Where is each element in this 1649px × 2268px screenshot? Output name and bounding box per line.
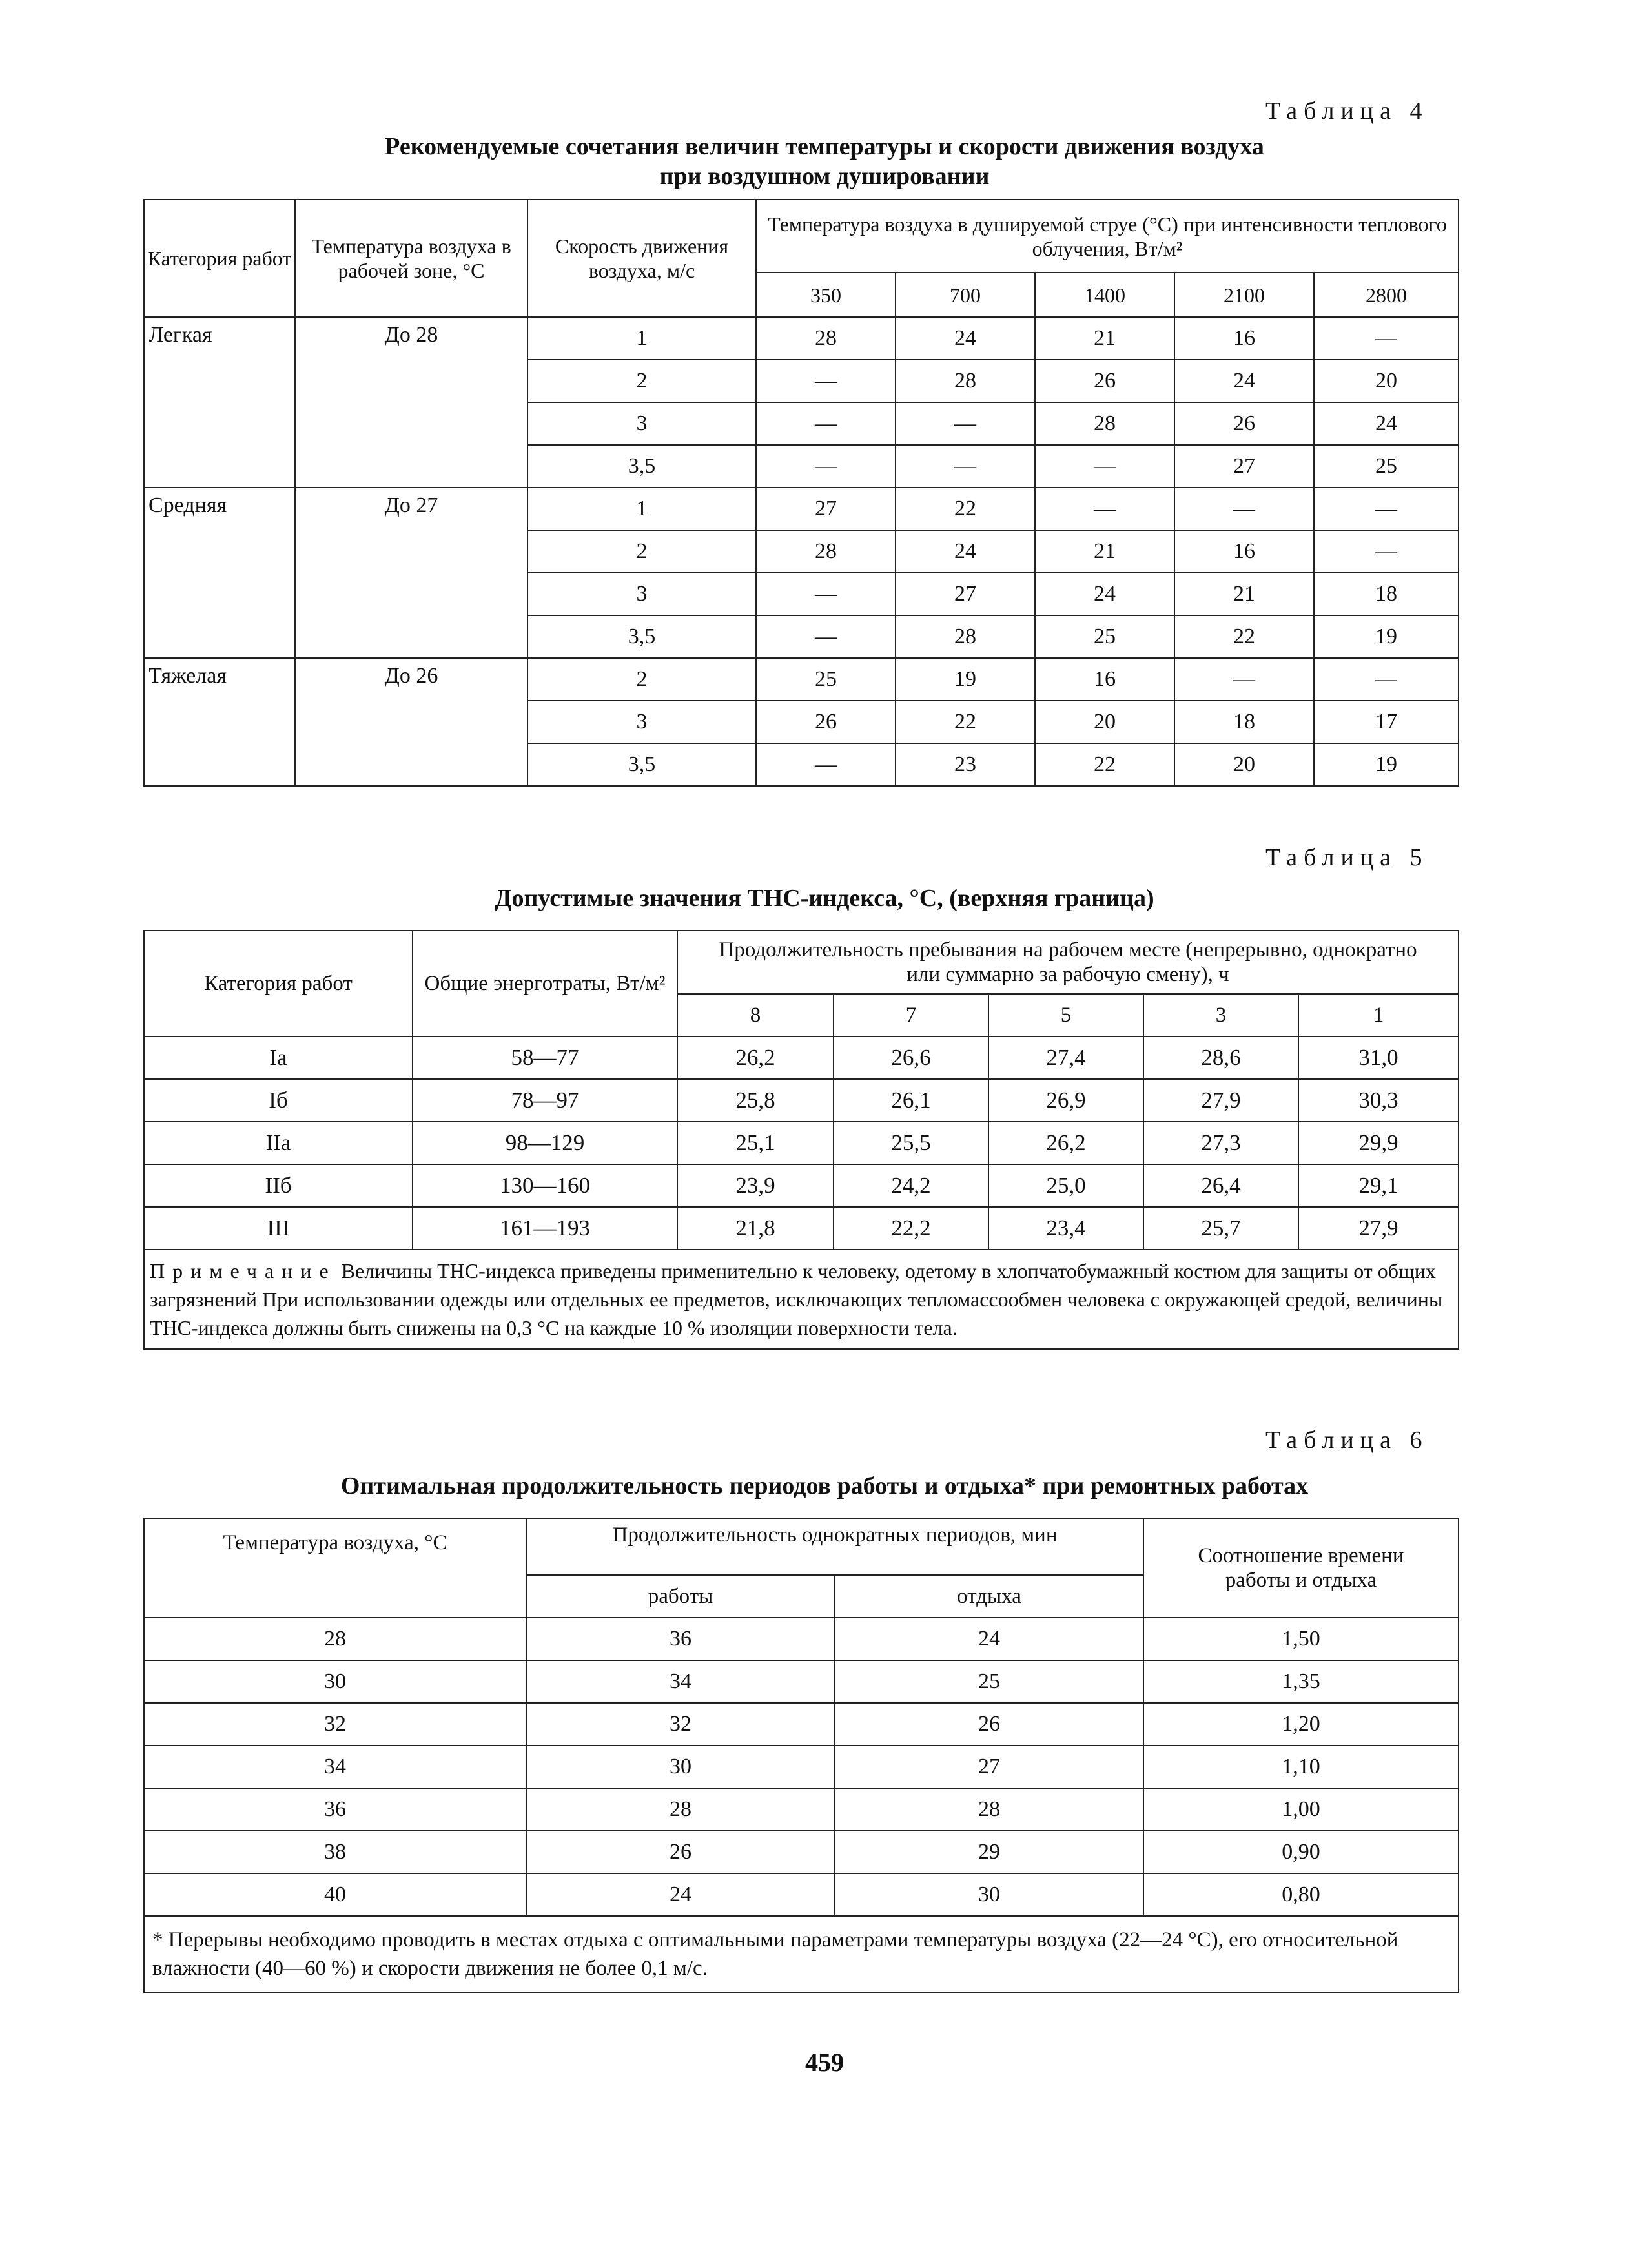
table6 bbox=[143, 1518, 1459, 1993]
t4-value: 22 bbox=[896, 488, 1035, 530]
table-row bbox=[144, 1703, 1459, 1746]
t4-speed: 3,5 bbox=[527, 743, 756, 786]
table-row bbox=[144, 1618, 1459, 1660]
t6-ratio: 1,20 bbox=[1143, 1703, 1459, 1746]
t6-work: 36 bbox=[526, 1618, 835, 1660]
t4-category: Средняя bbox=[144, 488, 295, 658]
t5-value: 25,1 bbox=[677, 1122, 834, 1164]
t4-header-speed: Скорость движения воздуха, м/с bbox=[527, 200, 756, 317]
t5-value: 30,3 bbox=[1298, 1079, 1459, 1122]
t6-rest: 28 bbox=[835, 1788, 1143, 1831]
t6-ratio: 0,90 bbox=[1143, 1831, 1459, 1873]
t5-value: 26,2 bbox=[988, 1122, 1143, 1164]
t5-value: 27,9 bbox=[1298, 1207, 1459, 1250]
table-row bbox=[144, 1079, 1459, 1122]
t4-value: 24 bbox=[1035, 573, 1174, 615]
t4-header-air-temp: Температура воздуха в рабочей зоне, °С bbox=[295, 200, 527, 317]
table-row bbox=[144, 1036, 1459, 1079]
t6-rest: 24 bbox=[835, 1618, 1143, 1660]
t4-value: — bbox=[1314, 488, 1459, 530]
t5-energy: 78—97 bbox=[413, 1079, 677, 1122]
t4-value: — bbox=[1314, 530, 1459, 573]
t4-value: 28 bbox=[756, 530, 896, 573]
t4-value: 26 bbox=[1174, 402, 1314, 445]
t4-value: 20 bbox=[1174, 743, 1314, 786]
t4-category: Легкая bbox=[144, 317, 295, 488]
table-row bbox=[144, 1746, 1459, 1788]
t5-hours: 7 bbox=[834, 994, 988, 1036]
t6-ratio: 1,10 bbox=[1143, 1746, 1459, 1788]
t5-value: 21,8 bbox=[677, 1207, 834, 1250]
t4-value: — bbox=[756, 360, 896, 402]
t4-value: 24 bbox=[1314, 402, 1459, 445]
page-number: 459 bbox=[805, 2048, 844, 2077]
t5-value: 31,0 bbox=[1298, 1036, 1459, 1079]
table-note-row bbox=[144, 1916, 1459, 1992]
t4-speed: 1 bbox=[527, 317, 756, 360]
t4-value: 22 bbox=[896, 701, 1035, 743]
t5-value: 26,1 bbox=[834, 1079, 988, 1122]
table5-title: Допустимые значения ТНС-индекса, °С, (верхняя граница) bbox=[495, 885, 1154, 912]
table-row bbox=[144, 1788, 1459, 1831]
t4-value: 26 bbox=[756, 701, 896, 743]
table4 bbox=[143, 199, 1459, 787]
t5-note-text: Величины ТНС-индекса приведены применительно к человеку, одетому в хлопчатобумажный костюм для защиты от общих загрязнений При использовании одежды или отдельных ее предметов, исключающих тепломассообмен человека с окружающей средой, величины ТНС-индекса должны быть снижены на 0,3 °С на каждые 10 % изоляции поверхности тела. bbox=[150, 1259, 1443, 1339]
table6-title: Оптимальная продолжительность периодов работы и отдыха* при ремонтных работах bbox=[340, 1472, 1309, 1500]
t6-rest: 27 bbox=[835, 1746, 1143, 1788]
t5-value: 27,4 bbox=[988, 1036, 1143, 1079]
t4-value: 18 bbox=[1174, 701, 1314, 743]
t5-value: 25,7 bbox=[1143, 1207, 1298, 1250]
t4-header-shower-temp: Температура воздуха в душируемой струе (°С) при интенсивности теплового облучения, Вт/м² bbox=[756, 200, 1459, 273]
t6-temp: 32 bbox=[144, 1703, 526, 1746]
table-row bbox=[144, 1207, 1459, 1250]
t5-value: 25,8 bbox=[677, 1079, 834, 1122]
t5-value: 23,4 bbox=[988, 1207, 1143, 1250]
t6-header-work: работы bbox=[526, 1575, 835, 1618]
t4-speed: 3 bbox=[527, 573, 756, 615]
t5-category: IIa bbox=[144, 1122, 413, 1164]
t6-temp: 38 bbox=[144, 1831, 526, 1873]
t5-header-duration: Продолжительность пребывания на рабочем месте (непрерывно, однократно или суммарно за рабочую смену), ч bbox=[677, 931, 1459, 994]
t4-value: 24 bbox=[1174, 360, 1314, 402]
t4-value: 25 bbox=[756, 658, 896, 701]
t4-value: — bbox=[756, 743, 896, 786]
t5-energy: 161—193 bbox=[413, 1207, 677, 1250]
t4-header-category: Категория работ bbox=[144, 200, 295, 317]
t5-hours: 8 bbox=[677, 994, 834, 1036]
table4-title bbox=[0, 132, 1649, 191]
table4-title-line1: Рекомендуемые сочетания величин температуры и скорости движения воздуха bbox=[385, 133, 1264, 160]
t6-temp: 40 bbox=[144, 1873, 526, 1916]
t4-speed: 3 bbox=[527, 402, 756, 445]
t4-value: 18 bbox=[1314, 573, 1459, 615]
t4-value: 21 bbox=[1035, 530, 1174, 573]
t6-work: 34 bbox=[526, 1660, 835, 1703]
t4-value: 21 bbox=[1035, 317, 1174, 360]
t5-hours: 1 bbox=[1298, 994, 1459, 1036]
t4-value: 16 bbox=[1174, 530, 1314, 573]
t6-work: 28 bbox=[526, 1788, 835, 1831]
t4-value: 26 bbox=[1035, 360, 1174, 402]
table5 bbox=[143, 930, 1459, 1350]
t4-value: 27 bbox=[896, 573, 1035, 615]
t5-category: Iб bbox=[144, 1079, 413, 1122]
t5-header-category: Категория работ bbox=[144, 931, 413, 1036]
table-row bbox=[144, 1831, 1459, 1873]
t4-value: 19 bbox=[1314, 615, 1459, 658]
t5-hours: 5 bbox=[988, 994, 1143, 1036]
t5-value: 26,4 bbox=[1143, 1164, 1298, 1207]
t4-value: 16 bbox=[1035, 658, 1174, 701]
t6-rest: 26 bbox=[835, 1703, 1143, 1746]
t6-temp: 34 bbox=[144, 1746, 526, 1788]
t4-speed: 2 bbox=[527, 360, 756, 402]
t6-footnote: * Перерывы необходимо проводить в местах отдыха с оптимальными параметрами температуры воздуха (22—24 °С), его относительной влажности (40—60 %) и скорости движения не более 0,1 м/с. bbox=[144, 1916, 1459, 1992]
t6-work: 30 bbox=[526, 1746, 835, 1788]
t5-value: 22,2 bbox=[834, 1207, 988, 1250]
t4-value: 22 bbox=[1174, 615, 1314, 658]
t6-header-rest: отдыха bbox=[835, 1575, 1143, 1618]
t5-header-energy: Общие энерготраты, Вт/м² bbox=[413, 931, 677, 1036]
t4-value: 16 bbox=[1174, 317, 1314, 360]
t6-ratio: 0,80 bbox=[1143, 1873, 1459, 1916]
t4-value: 22 bbox=[1035, 743, 1174, 786]
t4-value: — bbox=[896, 402, 1035, 445]
t4-value: — bbox=[756, 445, 896, 488]
t4-value: 24 bbox=[896, 317, 1035, 360]
t4-intensity: 2800 bbox=[1314, 273, 1459, 317]
t4-value: — bbox=[896, 445, 1035, 488]
t5-category: III bbox=[144, 1207, 413, 1250]
t4-value: — bbox=[1314, 317, 1459, 360]
t5-hours: 3 bbox=[1143, 994, 1298, 1036]
t4-intensity: 1400 bbox=[1035, 273, 1174, 317]
t4-value: 25 bbox=[1035, 615, 1174, 658]
table5-label: Таблица 5 bbox=[1265, 844, 1429, 871]
table-row bbox=[144, 317, 1459, 360]
t5-energy: 58—77 bbox=[413, 1036, 677, 1079]
t5-value: 27,3 bbox=[1143, 1122, 1298, 1164]
t4-value: 19 bbox=[1314, 743, 1459, 786]
t4-speed: 3,5 bbox=[527, 615, 756, 658]
t5-value: 27,9 bbox=[1143, 1079, 1298, 1122]
t4-value: 17 bbox=[1314, 701, 1459, 743]
t4-value: 27 bbox=[756, 488, 896, 530]
t4-value: 28 bbox=[896, 360, 1035, 402]
t5-note bbox=[144, 1250, 1459, 1349]
t6-rest: 30 bbox=[835, 1873, 1143, 1916]
t4-intensity: 700 bbox=[896, 273, 1035, 317]
t4-category: Тяжелая bbox=[144, 658, 295, 786]
table-row bbox=[144, 1660, 1459, 1703]
t6-temp: 30 bbox=[144, 1660, 526, 1703]
t6-work: 26 bbox=[526, 1831, 835, 1873]
table-row bbox=[144, 1873, 1459, 1916]
t6-header-ratio: Соотношение времени работы и отдыха bbox=[1143, 1518, 1459, 1618]
t6-work: 24 bbox=[526, 1873, 835, 1916]
t5-value: 25,0 bbox=[988, 1164, 1143, 1207]
t4-value: 21 bbox=[1174, 573, 1314, 615]
t6-header-temp: Температура воздуха, °С bbox=[144, 1518, 526, 1618]
t5-value: 26,2 bbox=[677, 1036, 834, 1079]
t4-air-temp: До 28 bbox=[295, 317, 527, 488]
t5-value: 24,2 bbox=[834, 1164, 988, 1207]
t4-value: 28 bbox=[756, 317, 896, 360]
t4-value: 23 bbox=[896, 743, 1035, 786]
t4-air-temp: До 26 bbox=[295, 658, 527, 786]
t4-value: 20 bbox=[1035, 701, 1174, 743]
t4-value: 20 bbox=[1314, 360, 1459, 402]
table4-label: Таблица 4 bbox=[1265, 98, 1429, 125]
t6-work: 32 bbox=[526, 1703, 835, 1746]
t4-speed: 3,5 bbox=[527, 445, 756, 488]
t4-value: — bbox=[756, 573, 896, 615]
t6-ratio: 1,35 bbox=[1143, 1660, 1459, 1703]
t4-value: — bbox=[756, 402, 896, 445]
t5-energy: 130—160 bbox=[413, 1164, 677, 1207]
t5-value: 26,6 bbox=[834, 1036, 988, 1079]
t4-speed: 3 bbox=[527, 701, 756, 743]
t5-value: 26,9 bbox=[988, 1079, 1143, 1122]
t4-value: — bbox=[1174, 658, 1314, 701]
t4-value: 24 bbox=[896, 530, 1035, 573]
table-row bbox=[144, 1122, 1459, 1164]
t4-value: 28 bbox=[896, 615, 1035, 658]
t4-value: 28 bbox=[1035, 402, 1174, 445]
t5-value: 28,6 bbox=[1143, 1036, 1298, 1079]
t6-temp: 28 bbox=[144, 1618, 526, 1660]
t6-rest: 29 bbox=[835, 1831, 1143, 1873]
t4-value: 19 bbox=[896, 658, 1035, 701]
t5-value: 29,1 bbox=[1298, 1164, 1459, 1207]
t5-energy: 98—129 bbox=[413, 1122, 677, 1164]
table-row bbox=[144, 658, 1459, 701]
t5-value: 23,9 bbox=[677, 1164, 834, 1207]
t5-category: IIб bbox=[144, 1164, 413, 1207]
t4-value: — bbox=[1035, 488, 1174, 530]
t6-ratio: 1,50 bbox=[1143, 1618, 1459, 1660]
t5-note-label: Примечание bbox=[150, 1259, 336, 1283]
table-row bbox=[144, 1164, 1459, 1207]
t4-value: 27 bbox=[1174, 445, 1314, 488]
t4-intensity: 350 bbox=[756, 273, 896, 317]
t5-value: 25,5 bbox=[834, 1122, 988, 1164]
table-note-row bbox=[144, 1250, 1459, 1349]
t4-value: 25 bbox=[1314, 445, 1459, 488]
table4-title-line2: при воздушном душировании bbox=[659, 163, 990, 190]
t4-air-temp: До 27 bbox=[295, 488, 527, 658]
table-row bbox=[144, 488, 1459, 530]
t4-speed: 2 bbox=[527, 530, 756, 573]
t6-temp: 36 bbox=[144, 1788, 526, 1831]
t5-value: 29,9 bbox=[1298, 1122, 1459, 1164]
t6-header-duration: Продолжительность однократных периодов, мин bbox=[526, 1518, 1143, 1575]
table6-label: Таблица 6 bbox=[1265, 1427, 1429, 1454]
t4-intensity: 2100 bbox=[1174, 273, 1314, 317]
t4-value: — bbox=[1174, 488, 1314, 530]
t4-value: — bbox=[1035, 445, 1174, 488]
t6-ratio: 1,00 bbox=[1143, 1788, 1459, 1831]
t5-category: Ia bbox=[144, 1036, 413, 1079]
t4-value: — bbox=[1314, 658, 1459, 701]
t4-value: — bbox=[756, 615, 896, 658]
t4-speed: 1 bbox=[527, 488, 756, 530]
t4-speed: 2 bbox=[527, 658, 756, 701]
t6-rest: 25 bbox=[835, 1660, 1143, 1703]
